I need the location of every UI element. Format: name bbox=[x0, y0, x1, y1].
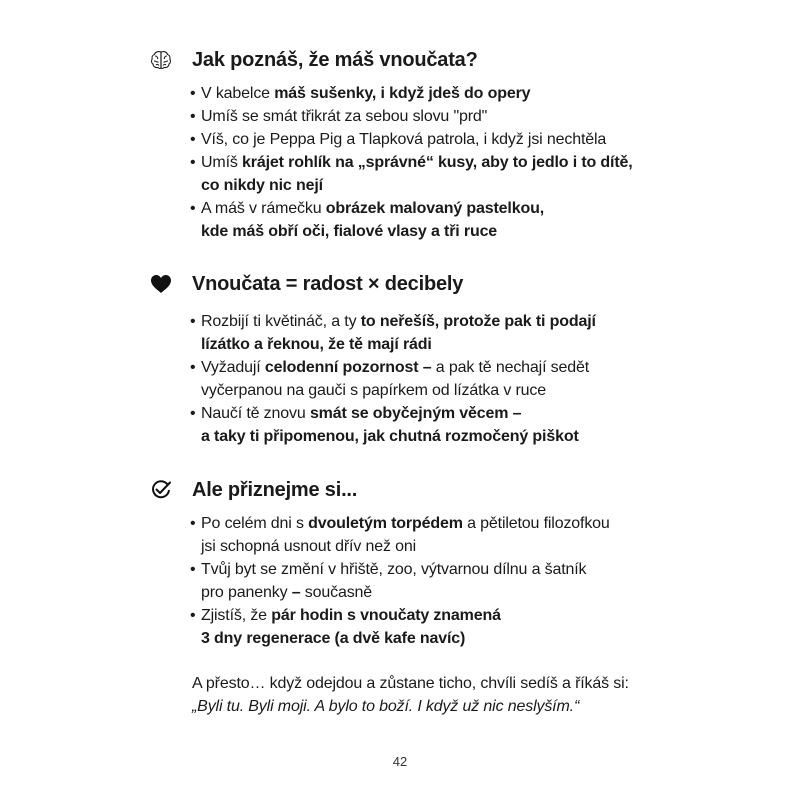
bullet-item bbox=[190, 82, 633, 105]
closing-quote: „Byli tu. Byli moji. A bylo to boží. I když už nic neslyším.“ bbox=[192, 698, 580, 715]
bullet-line bbox=[201, 581, 610, 604]
bullet-line bbox=[201, 379, 596, 402]
bullet-line bbox=[201, 535, 610, 558]
text: vyčerpanou na gauči s papírkem od lízátka v ruce bbox=[201, 382, 546, 399]
text: Vyžadují bbox=[201, 359, 265, 376]
bullet-dot: • bbox=[190, 108, 196, 125]
bullet-dot: • bbox=[190, 359, 196, 376]
bullet-item bbox=[190, 310, 596, 356]
bullet-item bbox=[190, 604, 610, 650]
bullet-item bbox=[190, 105, 633, 128]
text: současně bbox=[300, 584, 373, 601]
section-heading bbox=[150, 46, 710, 74]
closing-paragraph bbox=[192, 672, 629, 718]
bullet-list bbox=[190, 310, 596, 448]
text: Umíš se smát třikrát za sebou slovu "prd" bbox=[201, 108, 488, 125]
text: Tvůj byt se změní v hřiště, zoo, výtvarnou dílnu a šatník bbox=[201, 561, 587, 578]
bold-text: smát se obyčejným věcem – bbox=[309, 405, 522, 422]
bullet-item bbox=[190, 197, 633, 243]
section-joy-decibels bbox=[150, 270, 710, 445]
heart-icon bbox=[150, 274, 172, 294]
bullet-dot: • bbox=[190, 131, 196, 148]
bullet-line bbox=[201, 627, 610, 650]
closing-line: A přesto… když odejdou a zůstane ticho, chvíli sedíš a říkáš si: bbox=[192, 675, 629, 692]
bullet-line bbox=[201, 310, 596, 333]
section-title: Jak poznáš, že máš vnoučata? bbox=[192, 49, 478, 71]
brain-icon bbox=[150, 50, 172, 70]
bold-text: pár hodin s vnoučaty znamená bbox=[271, 607, 501, 624]
bullet-line bbox=[201, 356, 596, 379]
bullet-dot: • bbox=[190, 200, 196, 217]
text: Po celém dni s bbox=[201, 515, 309, 532]
bold-text: krájet rohlík na „správné“ kusy, aby to jedlo i to dítě, bbox=[242, 154, 633, 171]
bold-text: máš sušenky, i když jdeš do opery bbox=[274, 85, 531, 102]
text: Víš, co je Peppa Pig a Tlapková patrola, i když jsi nechtěla bbox=[201, 131, 607, 148]
bullet-list bbox=[190, 82, 633, 243]
check-circle-icon bbox=[150, 480, 172, 500]
text: A máš v rámečku bbox=[201, 200, 326, 217]
bold-text: lízátko a řeknou, že tě mají rádi bbox=[201, 336, 432, 353]
bullet-line bbox=[201, 128, 633, 151]
bullet-line bbox=[201, 604, 610, 627]
text: Rozbijí ti květináč, a ty bbox=[201, 313, 361, 330]
text: jsi schopná usnout dřív než oni bbox=[201, 538, 417, 555]
page-number: 42 bbox=[392, 754, 408, 769]
bullet-item bbox=[190, 512, 610, 558]
text: a pak tě nechají sedět bbox=[431, 359, 590, 376]
bullet-item bbox=[190, 128, 633, 151]
bullet-dot: • bbox=[190, 405, 196, 422]
bullet-dot: • bbox=[190, 515, 196, 532]
bold-text: to neřešíš, protože pak ti podají bbox=[360, 313, 596, 330]
bullet-line bbox=[201, 558, 610, 581]
bullet-line bbox=[201, 197, 633, 220]
bold-text: co nikdy nic nejí bbox=[201, 177, 323, 194]
bold-text: – bbox=[291, 584, 301, 601]
bullet-item bbox=[190, 402, 596, 448]
bullet-line bbox=[201, 333, 596, 356]
bullet-line bbox=[201, 151, 633, 174]
bullet-dot: • bbox=[190, 607, 196, 624]
section-title: Ale přiznejme si... bbox=[192, 479, 358, 501]
bullet-line bbox=[201, 402, 596, 425]
section-admit-it bbox=[150, 476, 710, 647]
bold-text: celodenní pozornost – bbox=[264, 359, 432, 376]
bullet-line bbox=[201, 82, 633, 105]
section-title: Vnoučata = radost × decibely bbox=[192, 273, 464, 295]
text: a pětiletou filozofkou bbox=[462, 515, 610, 532]
text: V kabelce bbox=[201, 85, 275, 102]
bullet-line bbox=[201, 105, 633, 128]
bullet-item bbox=[190, 356, 596, 402]
bullet-dot: • bbox=[190, 313, 196, 330]
bullet-item bbox=[190, 151, 633, 197]
bullet-list bbox=[190, 512, 610, 650]
bold-text: a taky ti připomenou, jak chutná rozmočený piškot bbox=[201, 428, 579, 445]
bullet-dot: • bbox=[190, 561, 196, 578]
bold-text: kde máš obří oči, fialové vlasy a tři ruce bbox=[201, 223, 498, 240]
bold-text: 3 dny regenerace (a dvě kafe navíc) bbox=[201, 630, 466, 647]
text: Zjistíš, že bbox=[201, 607, 272, 624]
section-grandchildren-signs bbox=[150, 46, 710, 240]
bullet-dot: • bbox=[190, 85, 196, 102]
bold-text: obrázek malovaný pastelkou, bbox=[325, 200, 545, 217]
bullet-dot: • bbox=[190, 154, 196, 171]
bullet-line bbox=[201, 220, 633, 243]
bullet-line bbox=[201, 174, 633, 197]
text: Naučí tě znovu bbox=[201, 405, 310, 422]
bold-text: dvouletým torpédem bbox=[308, 515, 463, 532]
bullet-line bbox=[201, 512, 610, 535]
bullet-line bbox=[201, 425, 596, 448]
text: pro panenky bbox=[201, 584, 292, 601]
section-heading bbox=[150, 476, 710, 504]
section-heading bbox=[150, 270, 710, 298]
text: Umíš bbox=[201, 154, 243, 171]
bullet-item bbox=[190, 558, 610, 604]
